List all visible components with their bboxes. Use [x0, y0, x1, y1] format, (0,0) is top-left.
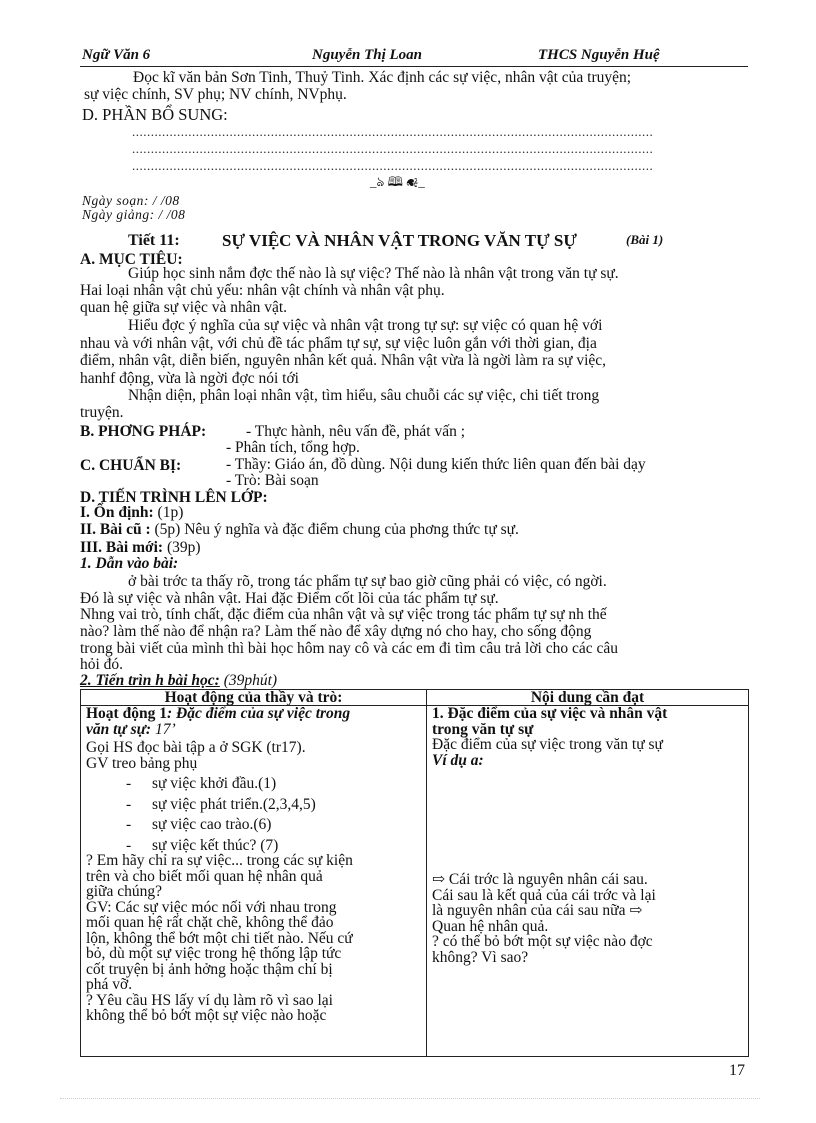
- objectives-heading: A. MỤC TIÊU:: [80, 251, 183, 268]
- objective-line: Hiểu đợc ý nghĩa của sự việc và nhân vật trong tự sự: sự việc có quan hệ với: [128, 317, 603, 334]
- teacher-note-line: GV: Các sự việc móc nối với nhau trong: [86, 898, 337, 916]
- teacher-note-line: bỏ, dù một sự việc trong hệ thống lập tức: [86, 945, 342, 962]
- lead-line: Nhng vai trò, tính chất, đặc điểm của nhân vật và sự việc trong tác phẩm tự sự nh thế: [80, 606, 607, 623]
- objective-line: Giúp học sinh nắm đợc thế nào là sự việc? Thế nào là nhân vật trong văn tự sự.: [128, 265, 619, 282]
- prep-item: - Thầy: Giáo án, đồ dùng. Nội dung kiến thức liên quan đến bài dạy: [226, 456, 646, 473]
- content-heading: 1. Đặc điểm của sự việc và nhân vật: [432, 705, 668, 722]
- process-step-lead-heading: 1. Dẫn vào bài:: [80, 555, 179, 572]
- event-bullet: - sự việc cao trào.(6): [126, 816, 272, 833]
- activity-line: Gọi HS đọc bài tập a ở SGK (tr17).: [86, 739, 306, 756]
- header-rule: [80, 66, 748, 67]
- method-item: - Phân tích, tổng hợp.: [226, 439, 360, 456]
- lead-line: trong bài viết của mình thì bài học hôm nay cô và các em đi tìm câu trả lời cho các câu: [80, 640, 619, 657]
- date-prepared: Ngày soạn: / /08: [82, 193, 180, 208]
- supplement-dots-3: ...........................................................................................................................................: [132, 158, 654, 173]
- lead-line: Đó là sự việc và nhân vật. Hai đặc Điểm cốt lõi của tác phẩm tự sự.: [80, 590, 499, 607]
- objective-line: điểm, nhân vật, diễn biến, nguyên nhân kết quả. Nhân vật vừa là ngời làm ra sự việc,: [80, 352, 607, 369]
- method-heading: B. PHƠNG PHÁP:: [80, 423, 207, 440]
- header-school: THCS Nguyễn Huệ: [538, 47, 660, 63]
- header-subject: Ngữ Văn 6: [82, 47, 151, 63]
- activity-line: GV treo bảng phụ: [86, 754, 198, 772]
- supplement-dots-2: ...........................................................................................................................................: [132, 141, 654, 156]
- lesson-part: (Bài 1): [626, 232, 664, 247]
- table-header-activity: Hoạt động của thầy và trò:: [81, 690, 427, 706]
- teacher-note-line: mối quan hệ rất chặt chẽ, không thể đảo: [86, 914, 334, 931]
- event-bullet: - sự việc phát triển.(2,3,4,5): [126, 795, 316, 813]
- lesson-label: Tiết 11:: [128, 232, 180, 249]
- content-line: ⇨ Cái trớc là nguyên nhân cái sau.: [432, 871, 648, 888]
- question-line: giữa chúng?: [86, 883, 162, 900]
- question-line: ? Em hãy chỉ ra sự việc... trong các sự kiện: [86, 852, 353, 869]
- ornament-divider: _ঌ 🕮 ☙_: [370, 174, 425, 189]
- content-subheading: Đặc điểm của sự việc trong văn tự sự: [432, 736, 663, 753]
- objective-line: nhau và với nhân vật, với chủ đề tác phẩm tự sự, sự việc luôn gắn với thời gian, địa: [80, 335, 597, 352]
- process-step-lesson: 2. Tiến trìn h bài học: (39phút): [80, 672, 278, 689]
- lead-line: hỏi đó.: [80, 656, 124, 673]
- teacher-note-line: cốt truyện bị ảnh hởng hoặc thậm chí bị: [86, 960, 333, 978]
- process-step-3: III. Bài mới: (39p): [80, 539, 201, 556]
- objective-line: Hai loại nhân vật chủ yếu: nhân vật chính và nhân vật phụ.: [80, 282, 445, 299]
- event-bullet: - sự việc kết thúc? (7): [126, 836, 279, 854]
- lesson-table: [80, 689, 749, 1057]
- lesson-title: SỰ VIỆC VÀ NHÂN VẬT TRONG VĂN TỰ SỰ: [222, 231, 577, 250]
- header-teacher: Nguyễn Thị Loan: [312, 47, 423, 63]
- objective-line: hanhf động, vừa là ngời đợc nói tới: [80, 370, 299, 387]
- date-taught: Ngày giảng: / /08: [82, 207, 186, 222]
- page-bottom-border: [60, 1098, 760, 1099]
- method-item: - Thực hành, nêu vấn đề, phát vấn ;: [246, 423, 466, 440]
- table-header-content: Nội dung cần đạt: [427, 690, 749, 706]
- objective-line: Nhận diện, phân loại nhân vật, tìm hiểu, sâu chuỗi các sự việc, chi tiết trong: [128, 387, 600, 404]
- lead-line: ở bài trớc ta thấy rõ, trong tác phẩm tự sự bao giờ cũng phải có việc, có ngời.: [128, 573, 607, 590]
- prep-item: - Trò: Bài soạn: [226, 472, 319, 489]
- arrow-icon: ⇨: [629, 902, 643, 919]
- content-line: không? Vì sao?: [432, 948, 529, 966]
- content-heading-cont: trong văn tự sự: [432, 720, 534, 738]
- event-bullet: - sự việc khởi đầu.(1): [126, 775, 277, 792]
- objective-line: truyện.: [80, 404, 124, 421]
- question-line: không thể bỏ bớt một sự việc nào hoặc: [86, 1007, 327, 1024]
- objective-line: quan hệ giữa sự việc và nhân vật.: [80, 299, 288, 316]
- question-line: trên và cho biết mối quan hệ nhân quả: [86, 867, 323, 885]
- activity-cell: [81, 706, 427, 1057]
- prep-heading: C. CHUẨN BỊ:: [80, 457, 182, 474]
- page-number: 17: [729, 1062, 745, 1079]
- question-line: ? Yêu cầu HS lấy ví dụ làm rõ vì sao lại: [86, 991, 333, 1009]
- process-heading: D. TIẾN TRÌNH LÊN LỚP:: [80, 489, 268, 506]
- content-line: ? có thể bỏ bớt một sự việc nào đợc: [432, 933, 653, 950]
- supplement-dots-1: ...........................................................................................................................................: [132, 124, 654, 139]
- content-cell: [427, 706, 749, 1057]
- teacher-note-line: phá vỡ.: [86, 976, 133, 993]
- example-label: Ví dụ a:: [432, 751, 484, 769]
- activity-heading: Hoạt động 1: Đặc điểm của sự việc trong: [86, 705, 351, 722]
- supplement-heading: D. PHẦN BỔ SUNG:: [82, 105, 228, 124]
- arrow-icon: ⇨: [432, 871, 445, 888]
- process-step-2: II. Bài cũ : (5p) Nêu ý nghĩa và đặc điểm chung của phơng thức tự sự.: [80, 521, 519, 538]
- teacher-note-line: lộn, không thể bớt một chi tiết nào. Nếu cứ: [86, 929, 353, 947]
- lead-line: nào? làm thế nào để nhận ra? Làm thế nào để xây dựng nó cho hay, cho sống động: [80, 623, 592, 640]
- content-line: là nguyên nhân của cái sau nữa ⇨: [432, 902, 643, 919]
- process-step-1: I. Ổn định: (1p): [80, 504, 184, 521]
- intro-line-1: Đọc kĩ văn bản Sơn Tinh, Thuỷ Tinh. Xác định các sự việc, nhân vật của truyện;: [133, 69, 632, 86]
- content-line: Quan hệ nhân quả.: [432, 917, 549, 935]
- intro-line-2: sự việc chính, SV phụ; NV chính, NVphụ.: [84, 86, 347, 103]
- activity-heading-cont: văn tự sự: 17’: [86, 720, 176, 738]
- content-line: Cái sau là kết quả của cái trớc và lại: [432, 886, 656, 904]
